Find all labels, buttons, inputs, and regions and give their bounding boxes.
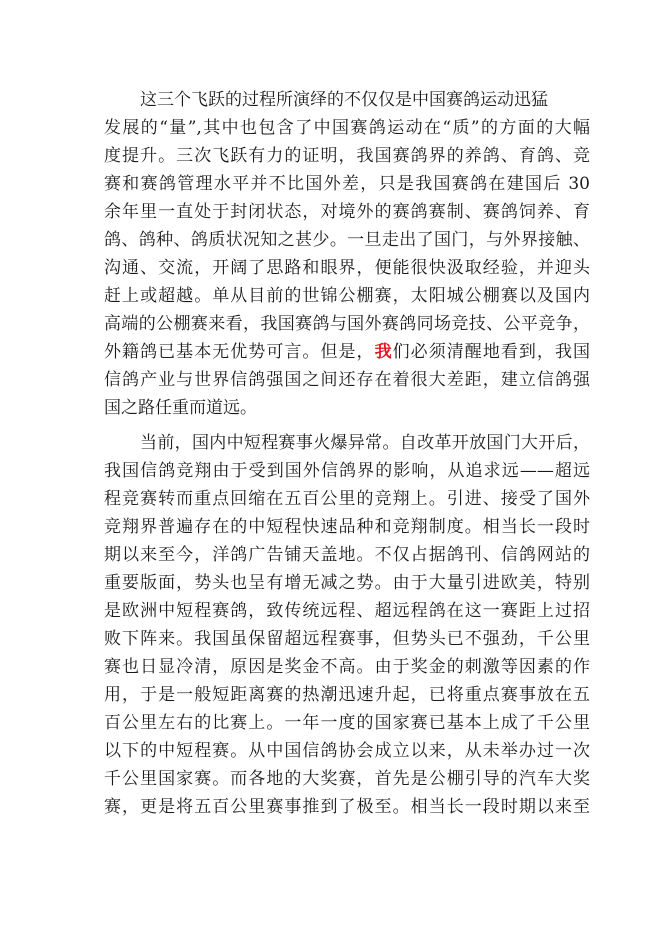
paragraph-1-line-11: 信鸽产业与世界信鸽强国之间还存在着很大差距，建立信鸽强 — [104, 370, 590, 390]
paragraph-1-line-6: 鸽、鸽种、鸽质状况知之甚少。一旦走出了国门，与外界接触、 — [104, 230, 590, 250]
line-10-suffix: 们必须清醒地看到，我国 — [392, 342, 591, 362]
highlighted-character: 我 — [374, 342, 393, 362]
paragraph-1-line-8: 赶上或超越。单从目前的世锦公棚赛，太阳城公棚赛以及国内 — [104, 286, 590, 306]
paragraph-2-line-5: 期以来至今，洋鸽广告铺天盖地。不仅占据鸽刊、信鸽网站的 — [104, 545, 590, 565]
paragraph-2-line-3: 程竞赛转而重点回缩在五百公里的竞翔上。引进、接受了国外 — [104, 489, 590, 509]
paragraph-2-line-13: 千公里国家赛。而各地的大奖赛，首先是公棚引导的汽车大奖 — [104, 769, 590, 789]
paragraph-1-line-5: 余年里一直处于封闭状态，对境外的赛鸽赛制、赛鸽饲养、育 — [104, 202, 590, 222]
paragraph-2-line-14: 赛，更是将五百公里赛事推到了极至。相当长一段时期以来至 — [104, 797, 590, 817]
paragraph-1-line-2: 发展的“量”,其中也包含了中国赛鸽运动在“质”的方面的大幅 — [104, 118, 590, 138]
paragraph-1-line-10 — [104, 339, 590, 365]
paragraph-2-line-2: 我国信鸽竞翔由于受到国外信鸽界的影响，从追求远——超远 — [104, 461, 590, 481]
paragraph-2-line-7: 是欧洲中短程赛鸽，致传统远程、超远程鸽在这一赛距上过招 — [104, 601, 590, 621]
paragraph-1-line-1: 这三个飞跃的过程所演绎的不仅仅是中国赛鸽运动迅猛 — [140, 90, 548, 110]
paragraph-2-line-4: 竞翔界普遍存在的中短程快速品种和竞翔制度。相当长一段时 — [104, 517, 590, 537]
paragraph-1-line-7: 沟通、交流，开阔了思路和眼界，便能很快汲取经验，并迎头 — [104, 258, 590, 278]
paragraph-2-line-9: 赛也日显冷清，原因是奖金不高。由于奖金的刺激等因素的作 — [104, 657, 590, 677]
paragraph-1-line-12: 国之路任重而道远。 — [104, 398, 257, 418]
paragraph-1-line-3: 度提升。三次飞跃有力的证明，我国赛鸽界的养鸽、育鸽、竞 — [104, 146, 590, 166]
paragraph-1-line-9: 高端的公棚赛来看，我国赛鸽与国外赛鸽同场竞技、公平竞争， — [104, 314, 590, 334]
line-10-prefix: 外籍鸽已基本无优势可言。但是， — [104, 342, 375, 362]
paragraph-2-line-11: 百公里左右的比赛上。一年一度的国家赛已基本上成了千公里 — [104, 713, 590, 733]
paragraph-2-line-10: 用，于是一般短距离赛的热潮迅速升起，已将重点赛事放在五 — [104, 685, 590, 705]
paragraph-2-line-12: 以下的中短程赛。从中国信鸽协会成立以来，从未举办过一次 — [104, 741, 590, 761]
paragraph-2-line-1: 当前，国内中短程赛事火爆异常。自改革开放国门大开后， — [140, 433, 590, 453]
paragraph-2-line-6: 重要版面，势头也呈有增无减之势。由于大量引进欧美，特别 — [104, 573, 590, 593]
paragraph-2-line-8: 败下阵来。我国虽保留超远程赛事，但势头已不强劲，千公里 — [104, 629, 590, 649]
paragraph-1-line-4: 赛和赛鸽管理水平并不比国外差，只是我国赛鸽在建国后 30 — [104, 174, 590, 194]
